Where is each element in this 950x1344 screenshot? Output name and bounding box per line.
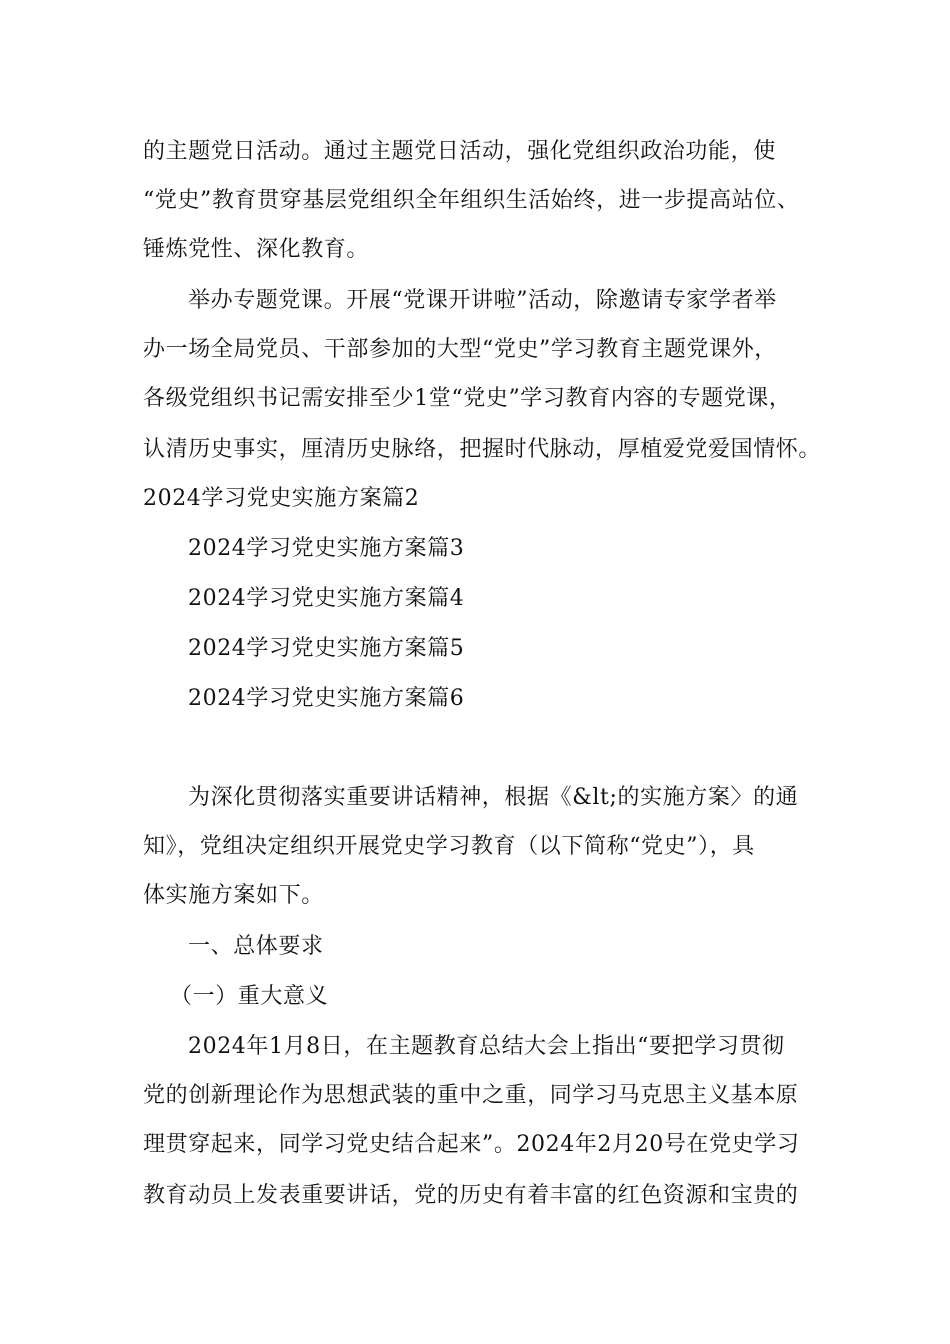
paragraph-line: 教育动员上发表重要讲话，党的历史有着丰富的红色资源和宝贵的	[143, 1183, 799, 1208]
paragraph-line: 的主题党日活动。通过主题党日活动，强化党组织政治功能，使	[143, 139, 776, 164]
paragraph-line: 理贯穿起来，同学习党史结合起来”。2024年2月20号在党史学习	[143, 1132, 800, 1157]
section-heading: 一、总体要求	[188, 934, 324, 959]
paragraph-line: 办一场全局党员、干部参加的大型“党史”学习教育主题党课外，	[143, 337, 777, 362]
paragraph-line: 认清历史事实，厘清历史脉络，把握时代脉动，厚植爱党爱国情怀。	[143, 437, 822, 462]
section-heading: 2024学习党史实施方案篇3	[188, 536, 465, 561]
subsection-heading: （一）重大意义	[170, 984, 329, 1009]
paragraph-line: 体实施方案如下。	[143, 883, 324, 908]
paragraph-line: 知》，党组决定组织开展党史学习教育（以下简称“党史”），具	[143, 834, 755, 859]
section-heading: 2024学习党史实施方案篇5	[188, 636, 465, 661]
section-heading: 2024学习党史实施方案篇2	[143, 486, 420, 511]
paragraph-line: 为深化贯彻落实重要讲话精神，根据《&lt;的实施方案〉的通	[188, 785, 799, 810]
section-heading: 2024学习党史实施方案篇6	[188, 686, 465, 711]
paragraph-line: 党的创新理论作为思想武装的重中之重，同学习马克思主义基本原	[143, 1083, 799, 1108]
section-heading: 2024学习党史实施方案篇4	[188, 586, 465, 611]
paragraph-line: “党史”教育贯穿基层党组织全年组织生活始终，进一步提高站位、	[143, 188, 800, 213]
paragraph-line: 举办专题党课。开展“党课开讲啦”活动，除邀请专家学者举	[188, 288, 777, 313]
paragraph-line: 各级党组织书记需安排至少1堂“党史”学习教育内容的专题党课，	[143, 386, 792, 411]
paragraph-line: 2024年1月8日，在主题教育总结大会上指出“要把学习贯彻	[188, 1034, 785, 1059]
paragraph-line: 锤炼党性、深化教育。	[143, 237, 370, 262]
